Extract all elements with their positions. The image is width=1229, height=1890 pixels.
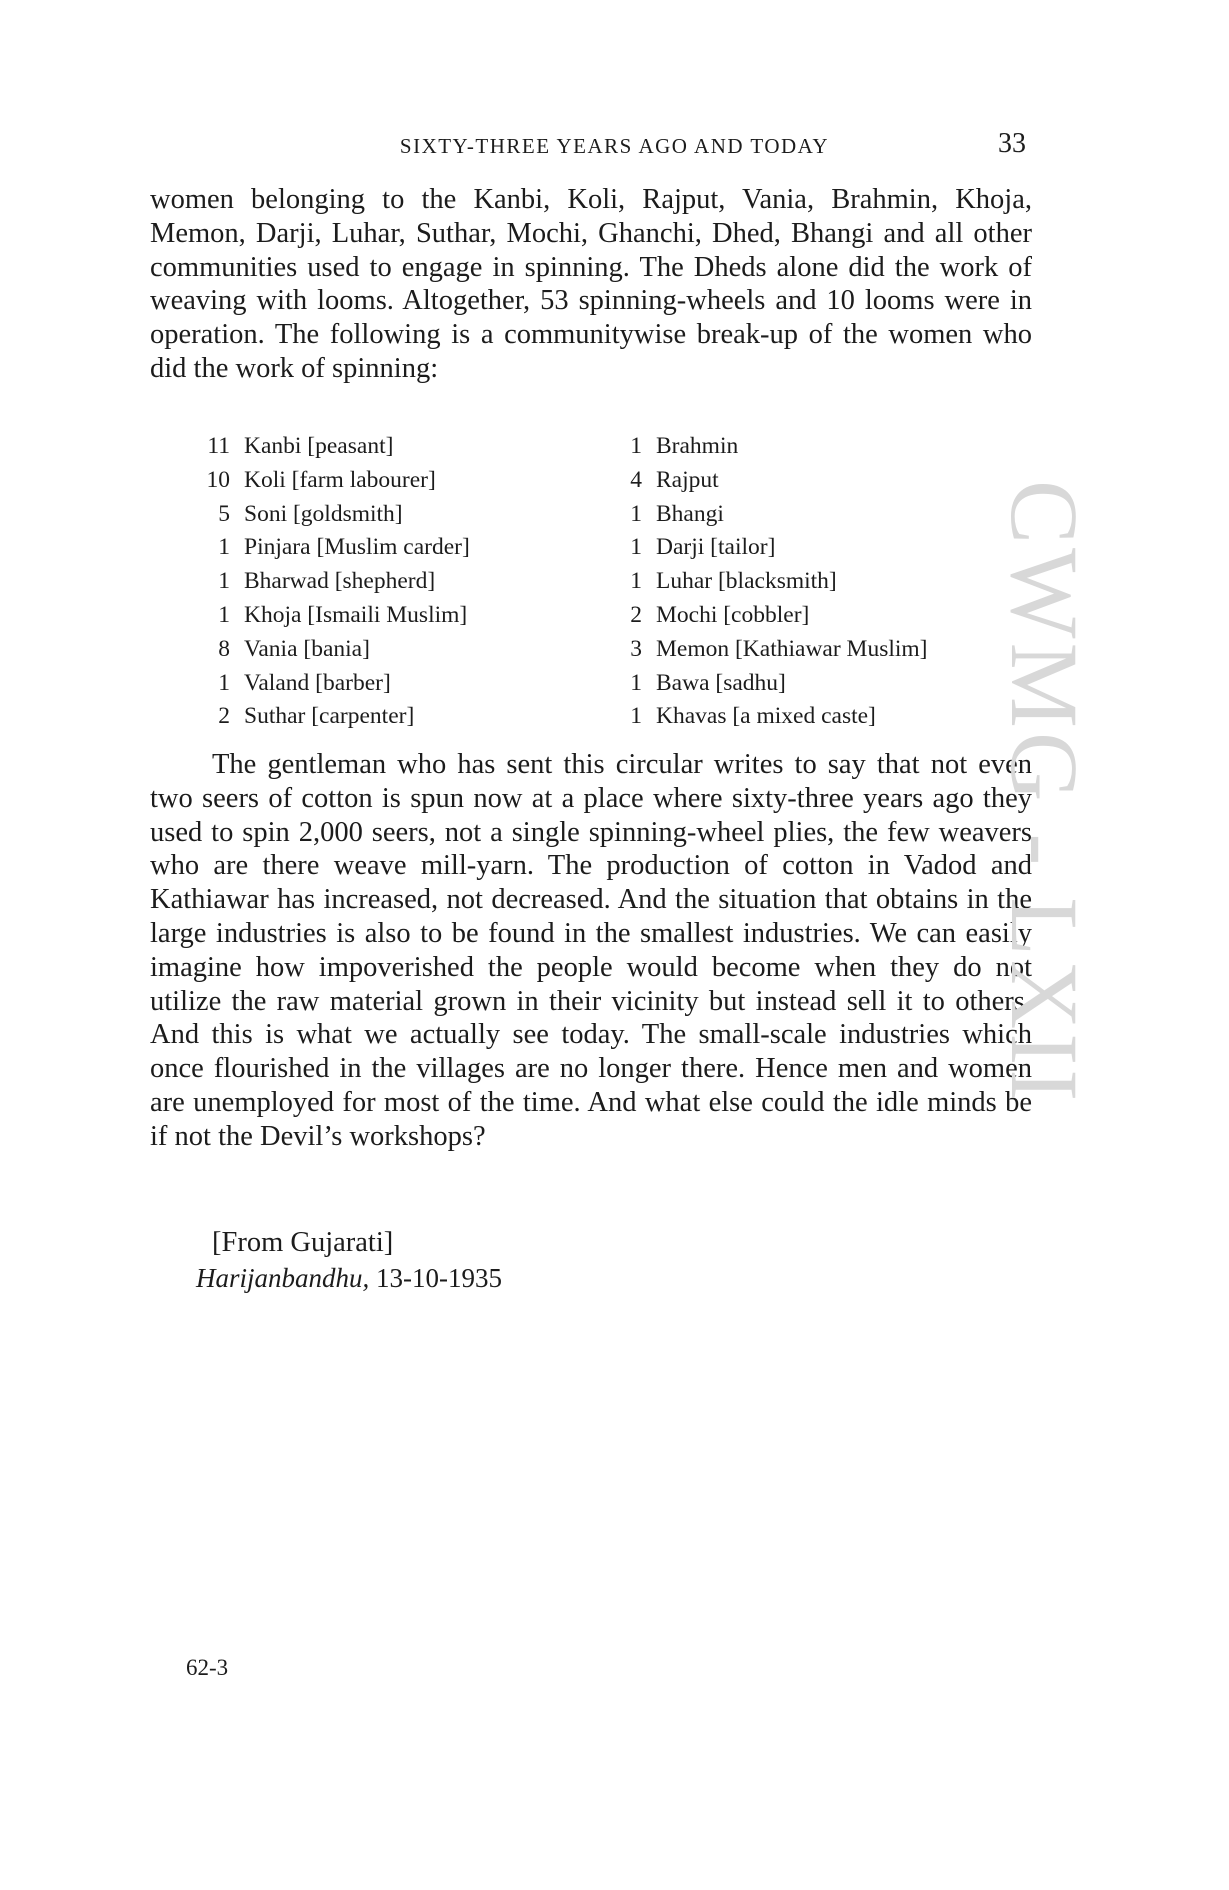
count: 1 xyxy=(630,703,642,730)
list-item xyxy=(204,667,391,701)
list-row xyxy=(204,633,1004,667)
list-row xyxy=(204,464,1004,498)
publication-name: Harijanbandhu, xyxy=(196,1263,370,1293)
footer-signature: 62-3 xyxy=(186,1655,229,1680)
count: 2 xyxy=(630,601,642,628)
source-note: [From Gujarati] xyxy=(212,1227,394,1258)
page-number: 33 xyxy=(998,128,1026,159)
community-name: Suthar [carpenter] xyxy=(244,703,415,730)
count: 10 xyxy=(206,466,230,493)
community-name: Bawa [sadhu] xyxy=(656,669,786,696)
count: 4 xyxy=(630,466,642,493)
list-item xyxy=(204,633,370,667)
watermark-text: CWMG - LXII xyxy=(991,480,1098,1106)
count: 1 xyxy=(218,669,230,696)
count: 3 xyxy=(630,635,642,662)
count: 8 xyxy=(218,635,230,662)
community-name: Mochi [cobbler] xyxy=(656,601,810,628)
list-item xyxy=(628,700,876,734)
count: 1 xyxy=(630,568,642,595)
list-item xyxy=(204,531,470,565)
list-row xyxy=(204,700,1004,734)
list-row xyxy=(204,667,1004,701)
list-row xyxy=(204,531,1004,565)
list-item xyxy=(204,430,393,464)
list-item xyxy=(628,633,928,667)
count: 5 xyxy=(218,500,230,527)
community-list xyxy=(204,430,1004,734)
community-name: Bharwad [shepherd] xyxy=(244,568,436,595)
list-item xyxy=(628,430,738,464)
community-name: Khavas [a mixed caste] xyxy=(656,703,876,730)
count: 1 xyxy=(630,534,642,561)
list-row xyxy=(204,599,1004,633)
list-item xyxy=(628,565,837,599)
paragraph-2: The gentleman who has sent this circular writes to say that not even two seers of cotton is spun now at a place where sixty-three years ago they used to spin 2,000 seers, not a single spinning-wheel plies, the few weavers who are there weave mill-yarn. The production of cotton in Vadod and Kathiawar has increased, not decreased. And the situation that obtains in the large industries is also to be found in the smallest industries. We can easily imagine how impoverished the people would become when they do not utilize the raw material grown in their vicinity but instead sell it to others. And this is what we actually see today. The small-scale industries which once flourished in the villages are no longer there. Hence men and women are unemployed for most of the time. And what else could the idle minds be if not the Devil’s workshops? xyxy=(150,749,1032,1152)
community-name: Kanbi [peasant] xyxy=(244,433,394,459)
community-name: Memon [Kathiawar Muslim] xyxy=(656,635,928,662)
community-name: Soni [goldsmith] xyxy=(244,500,403,527)
count: 1 xyxy=(218,534,230,561)
community-name: Rajput xyxy=(656,466,719,493)
list-item xyxy=(204,700,414,734)
count: 1 xyxy=(630,433,642,459)
community-name: Darji [tailor] xyxy=(656,534,776,561)
list-row xyxy=(204,498,1004,532)
count: 1 xyxy=(630,500,642,527)
community-name: Luhar [blacksmith] xyxy=(656,568,837,595)
community-name: Vania [bania] xyxy=(244,635,370,662)
community-name: Khoja [Ismaili Muslim] xyxy=(244,601,468,628)
citation xyxy=(196,1263,502,1294)
count: 2 xyxy=(218,703,230,730)
count: 1 xyxy=(218,568,230,595)
community-name: Pinjara [Muslim carder] xyxy=(244,534,470,561)
list-item xyxy=(204,599,467,633)
count: 1 xyxy=(630,669,642,696)
list-item xyxy=(204,498,403,532)
list-item xyxy=(204,464,436,498)
list-item xyxy=(628,667,786,701)
community-name: Koli [farm labourer] xyxy=(244,466,436,493)
list-row xyxy=(204,430,1004,464)
list-item xyxy=(204,565,435,599)
list-item xyxy=(628,498,724,532)
list-row xyxy=(204,565,1004,599)
running-head: SIXTY-THREE YEARS AGO AND TODAY xyxy=(399,134,830,158)
list-item xyxy=(628,599,809,633)
count: 11 xyxy=(207,433,230,459)
paragraph-1: women belonging to the Kanbi, Koli, Rajput, Vania, Brahmin, Khoja, Memon, Darji, Luhar, Suthar, Mochi, Ghanchi, Dhed, Bhangi and all other communities used to engage in spinning. The Dheds alone did the work of weaving with looms. Altogether, 53 spinning-wheels and 10 looms were in operation. The following is a communitywise break-up of the women who did the work of spinning: xyxy=(150,184,1032,384)
community-name: Valand [barber] xyxy=(244,669,391,696)
publication-date: 13-10-1935 xyxy=(376,1263,502,1293)
list-item xyxy=(628,531,775,565)
community-name: Bhangi xyxy=(656,500,724,527)
count: 1 xyxy=(218,601,230,628)
community-name: Brahmin xyxy=(656,433,739,459)
list-item xyxy=(628,464,719,498)
